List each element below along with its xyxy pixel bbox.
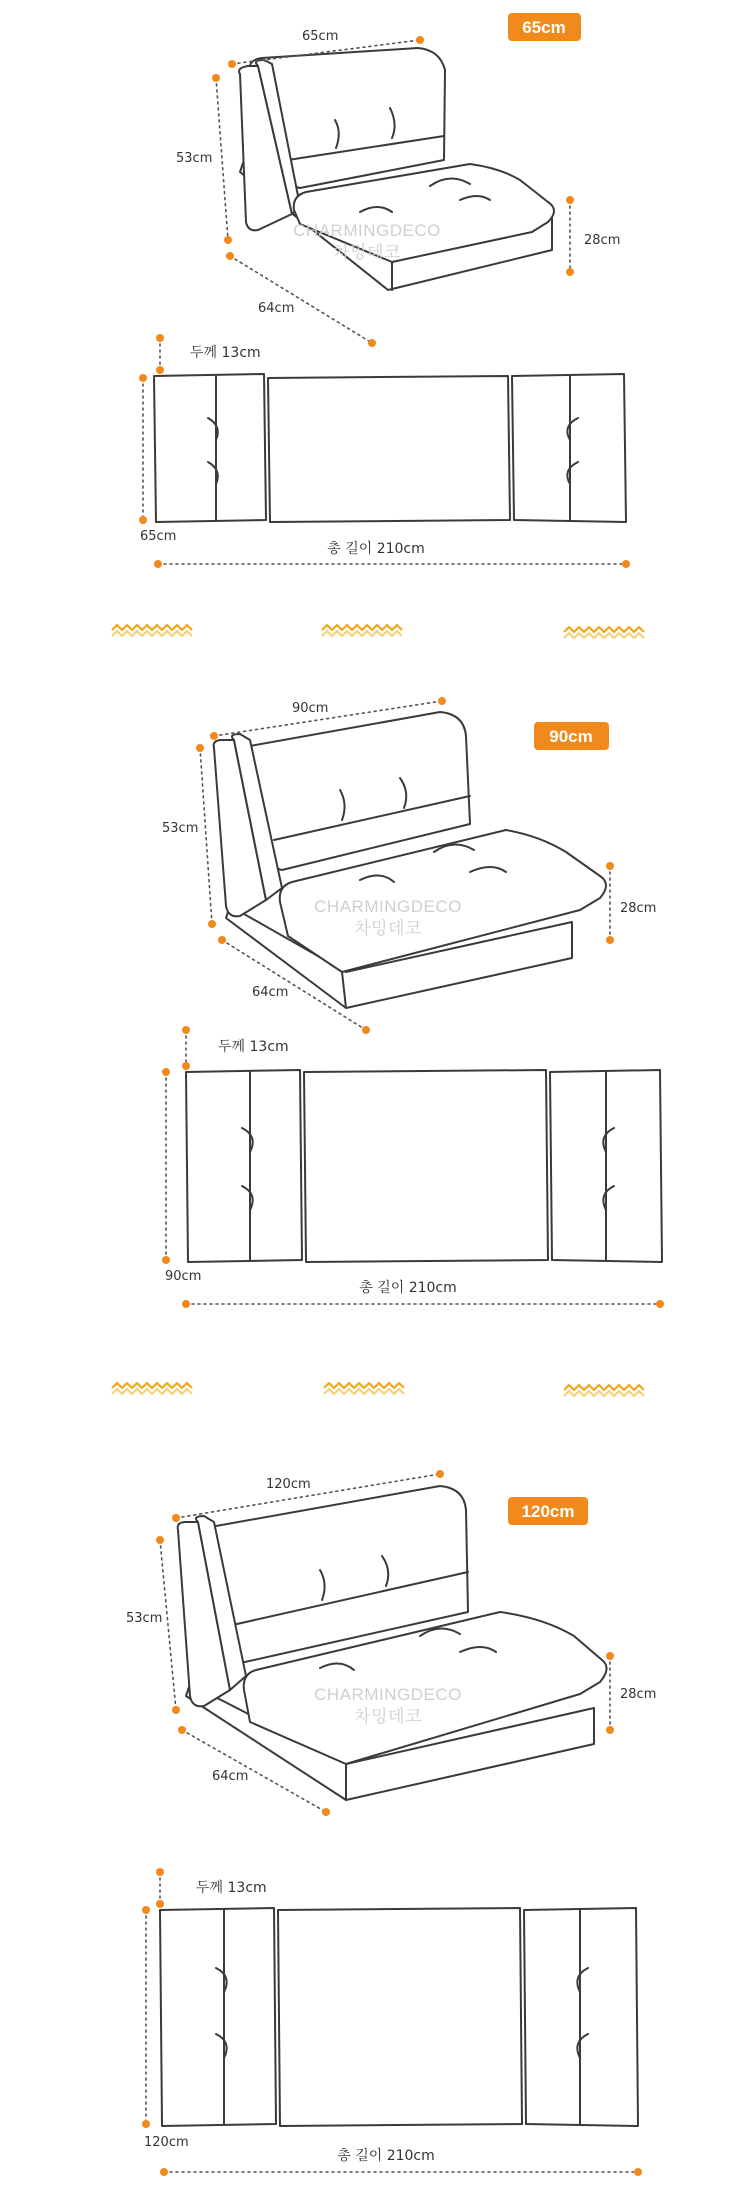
total-length-label: 총 길이 210cm (337, 2148, 435, 2164)
depth-label: 64cm (258, 301, 295, 316)
section-65 (139, 13, 630, 568)
flat-layout-drawing (154, 374, 626, 522)
depth-label: 64cm (252, 985, 289, 1000)
width-label: 65cm (302, 29, 339, 44)
size-badge-label: 120cm (521, 1502, 575, 1521)
height-label: 53cm (176, 151, 213, 166)
flat-width-label: 120cm (144, 2135, 189, 2150)
seat-height-label: 28cm (584, 233, 621, 248)
flat-width-label: 65cm (140, 529, 177, 544)
sofa-perspective-drawing (178, 1486, 607, 1800)
watermark-en: CHARMINGDECO (293, 221, 441, 240)
zigzag-divider (112, 625, 644, 638)
watermark-ko: 차밍데코 (354, 1707, 422, 1726)
watermark-en: CHARMINGDECO (314, 897, 462, 916)
zigzag-divider (112, 1383, 644, 1396)
total-length-label: 총 길이 210cm (359, 1280, 457, 1296)
height-label: 53cm (126, 1611, 163, 1626)
width-label: 120cm (266, 1477, 311, 1492)
thickness-label: 두께 13cm (218, 1039, 289, 1055)
section-120 (126, 1470, 656, 2176)
width-label: 90cm (292, 701, 329, 716)
watermark-ko: 차밍데코 (333, 243, 401, 262)
flat-width-label: 90cm (165, 1269, 202, 1284)
seat-height-label: 28cm (620, 1687, 657, 1702)
watermark-en: CHARMINGDECO (314, 1685, 462, 1704)
sofa-perspective-drawing (214, 712, 606, 1008)
size-badge-label: 90cm (549, 727, 593, 746)
depth-label: 64cm (212, 1769, 249, 1784)
size-badge-label: 65cm (522, 18, 566, 37)
thickness-label: 두께 13cm (190, 345, 261, 361)
section-90 (162, 697, 664, 1308)
total-length-label: 총 길이 210cm (327, 541, 425, 557)
watermark-ko: 차밍데코 (354, 919, 422, 938)
flat-layout-drawing (160, 1908, 638, 2126)
thickness-label: 두께 13cm (196, 1880, 267, 1896)
height-label: 53cm (162, 821, 199, 836)
sofa-perspective-drawing (239, 48, 554, 290)
seat-height-label: 28cm (620, 901, 657, 916)
flat-layout-drawing (186, 1070, 662, 1262)
